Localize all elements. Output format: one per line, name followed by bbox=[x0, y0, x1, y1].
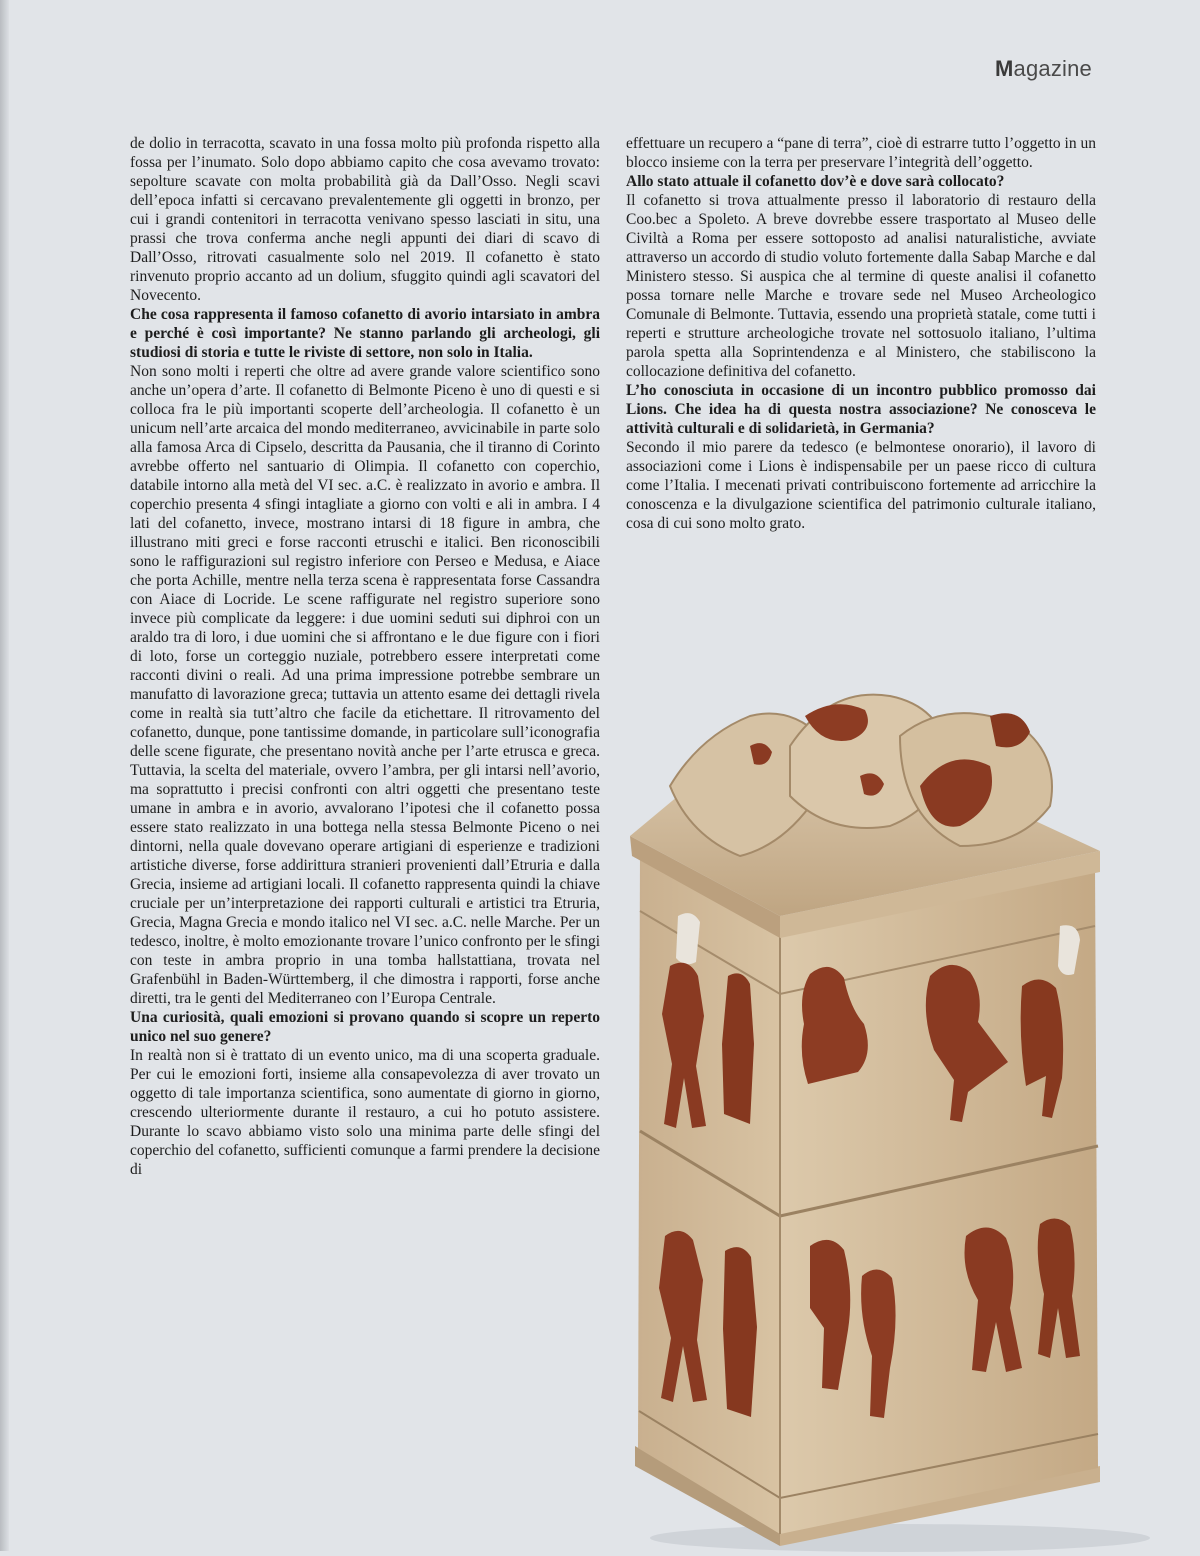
interview-question: Allo stato attuale il cofanetto dov’è e dove sarà collocato? bbox=[626, 173, 1005, 190]
interview-question: Che cosa rappresenta il famoso cofanetto di avorio intarsiato in ambra e perché è così importante? Ne stanno parlando gli archeologi, gli studiosi di storia e tutte le riviste di settore, non solo in Italia. bbox=[130, 306, 600, 361]
header-rest: agazine bbox=[1013, 56, 1092, 81]
casket-shadow bbox=[650, 1524, 1150, 1552]
header-initial: M bbox=[995, 56, 1014, 81]
interview-question: Una curiosità, quali emozioni si provano quando si scopre un reperto unico nel suo genere? bbox=[130, 1009, 600, 1045]
paragraph: Non sono molti i reperti che oltre ad avere grande valore scientifico sono anche un’opera d’arte. Il cofanetto di Belmonte Piceno è uno di questi e si colloca fra le più importanti scoperte dell’archeologia. Il cofanetto è un unicum nell’arte arcaica del mondo mediterraneo, avvicinabile in parte solo alla famosa Arca di Cipselo, descritta da Pausania, che il tiranno di Corinto avrebbe offerto nel santuario di Olimpia. Il cofanetto con coperchio, databile intorno alla metà del VI sec. a.C. è realizzato in avorio e ambra. Il coperchio presenta 4 sfingi intagliate a giorno con volti e ali in ambra. I 4 lati del cofanetto, invece, mostrano intarsi di 18 figure in ambra, che illustrano miti greci e forse racconti etruschi e italici. Ben riconoscibili sono le raffigurazioni sul registro inferiore con Perseo e Medusa, e Aiace che porta Achille, mentre nella terza scena è rappresentata forse Cassandra con Aiace di Locride. Le scene raffigurate nel registro superiore sono invece più complicate da leggere: i due uomini seduti sui diphroi con un araldo tra di loro, i due uomini che si affrontano e le due figure con i fiori di loto, forse un corteggio nuziale, potrebbero essere interpretati come racconti divini o reali. Ad una prima impressione potrebbe sembrare un manufatto di lavorazione greca; tuttavia un attento esame dei dettagli rivela come in realtà sia tutt’altro che facile da etichettare. Il ritrovamento del cofanetto, dunque, pone tantissime domande, in particolare sull’iconografia delle scene figurate, che presentano novità anche per l’arte etrusca e greca. Tuttavia, la scelta del materiale, ovvero l’ambra, per gli intarsi nell’avorio, ma soprattutto i precisi confronti con altri oggetti che presentano teste umane in ambra e in avorio, avvalorano l’ipotesi che il cofanetto possa essere stato realizzato in una bottega nella stessa Belmonte Piceno o nei dintorni, nella quale dovevano operare artigiani di esperienze e tradizioni artistiche diverse, forse addirittura stranieri provenienti dall’Etruria e dalla Grecia, insieme ad artigiani locali. Il cofanetto rappresenta quindi la chiave cruciale per un’interpretazione dei rapporti culturali e artistici tra Etruria, Grecia, Magna Grecia e mondo italico nel VI sec. a.C. nelle Marche. Per un tedesco, inoltre, è molto emozionante trovare l’unico confronto per le sfingi con teste in ambra proprio in una tomba hallstattiana, trovata nel Grafenbühl in Baden-Württemberg, il che dimostra i rapporti, forse anche diretti, tra le genti del Mediterraneo con l’Europa Centrale. bbox=[130, 363, 601, 1007]
amber-figure bbox=[722, 973, 754, 1124]
openwork-hole bbox=[676, 913, 700, 964]
paragraph: effettuare un recupero a “pane di terra”, cioè di estrarre tutto l’oggetto in un blocco insieme con la terra per preservare l’integrità dell’oggetto. bbox=[626, 135, 1096, 171]
casket-front-face bbox=[638, 851, 780, 1534]
right-column bbox=[626, 134, 1096, 533]
amber-figure bbox=[723, 1247, 757, 1417]
interview-question: L’ho conosciuta in occasione di un incontro pubblico promosso dai Lions. Che idea ha di questa nostra associazione? Ne conosceva le attività culturali e di solidarietà, in Germania? bbox=[626, 382, 1096, 437]
paragraph: de dolio in terracotta, scavato in una fossa molto più profonda rispetto alla fossa per l’inumato. Solo dopo abbiamo capito che cosa avevamo trovato: sepolture scavate con molta probabilità già da Dall’Osso. Negli scavi dell’epoca infatti si cercavano prevalentemente gli oggetti in bronzo, per cui i grandi contenitori in terracotta venivano spesso lasciati in situ, una prassi che trova conferma anche negli appunti dei diari di scavo di Dall’Osso, ritrovati casualmente solo nel 2019. Il cofanetto è stato rinvenuto proprio accanto ad un dolium, sfuggito quindi agli scavatori del Novecento. bbox=[130, 135, 600, 304]
magazine-header bbox=[995, 56, 1092, 82]
casket-side-face bbox=[780, 864, 1098, 1534]
ivory-amber-casket-photo bbox=[630, 676, 1150, 1556]
paragraph: Il cofanetto si trova attualmente presso il laboratorio di restauro della Coo.bec a Spoleto. A breve dovrebbe essere trasportato al Museo delle Civiltà a Roma per essere sottoposto ad analisi naturalistiche, avviate attraverso un accordo di studio voluto fortemente dalla Sabap Marche e dal Ministero stesso. Si auspica che al termine di queste analisi il cofanetto possa tornare nelle Marche e trovare sede nel Museo Archeologico Comunale di Belmonte. Tuttavia, essendo una proprietà statale, come tutti i reperti e strutture archeologiche trovate nel sottosuolo italiano, l’ultima parola spetta alla Soprintendenza e al Ministero, che stabiliscono la collocazione definitiva del cofanetto. bbox=[626, 192, 1096, 380]
left-column bbox=[130, 134, 600, 1179]
paragraph: In realtà non si è trattato di un evento unico, ma di una scoperta graduale. Per cui le emozioni forti, insieme alla consapevolezza di aver trovato un oggetto di tale importanza scientifica, sono aumentate di giorno in giorno, crescendo ulteriormente durante il restauro, a cui ho potuto assistere. Durante lo scavo abbiamo visto solo una minima parte delle sfingi del coperchio del cofanetto, sufficienti comunque a farmi prendere la decisione di bbox=[130, 1047, 600, 1178]
paragraph: Secondo il mio parere da tedesco (e belmontese onorario), il lavoro di associazioni come i Lions è indispensabile per un paese ricco di cultura come l’Italia. I mecenati privati contribuiscono fortemente ad arricchire la conoscenza e la divulgazione scientifica del patrimonio culturale italiano, cosa di cui sono molto grato. bbox=[626, 439, 1096, 532]
page-spine-shadow bbox=[0, 0, 9, 1551]
